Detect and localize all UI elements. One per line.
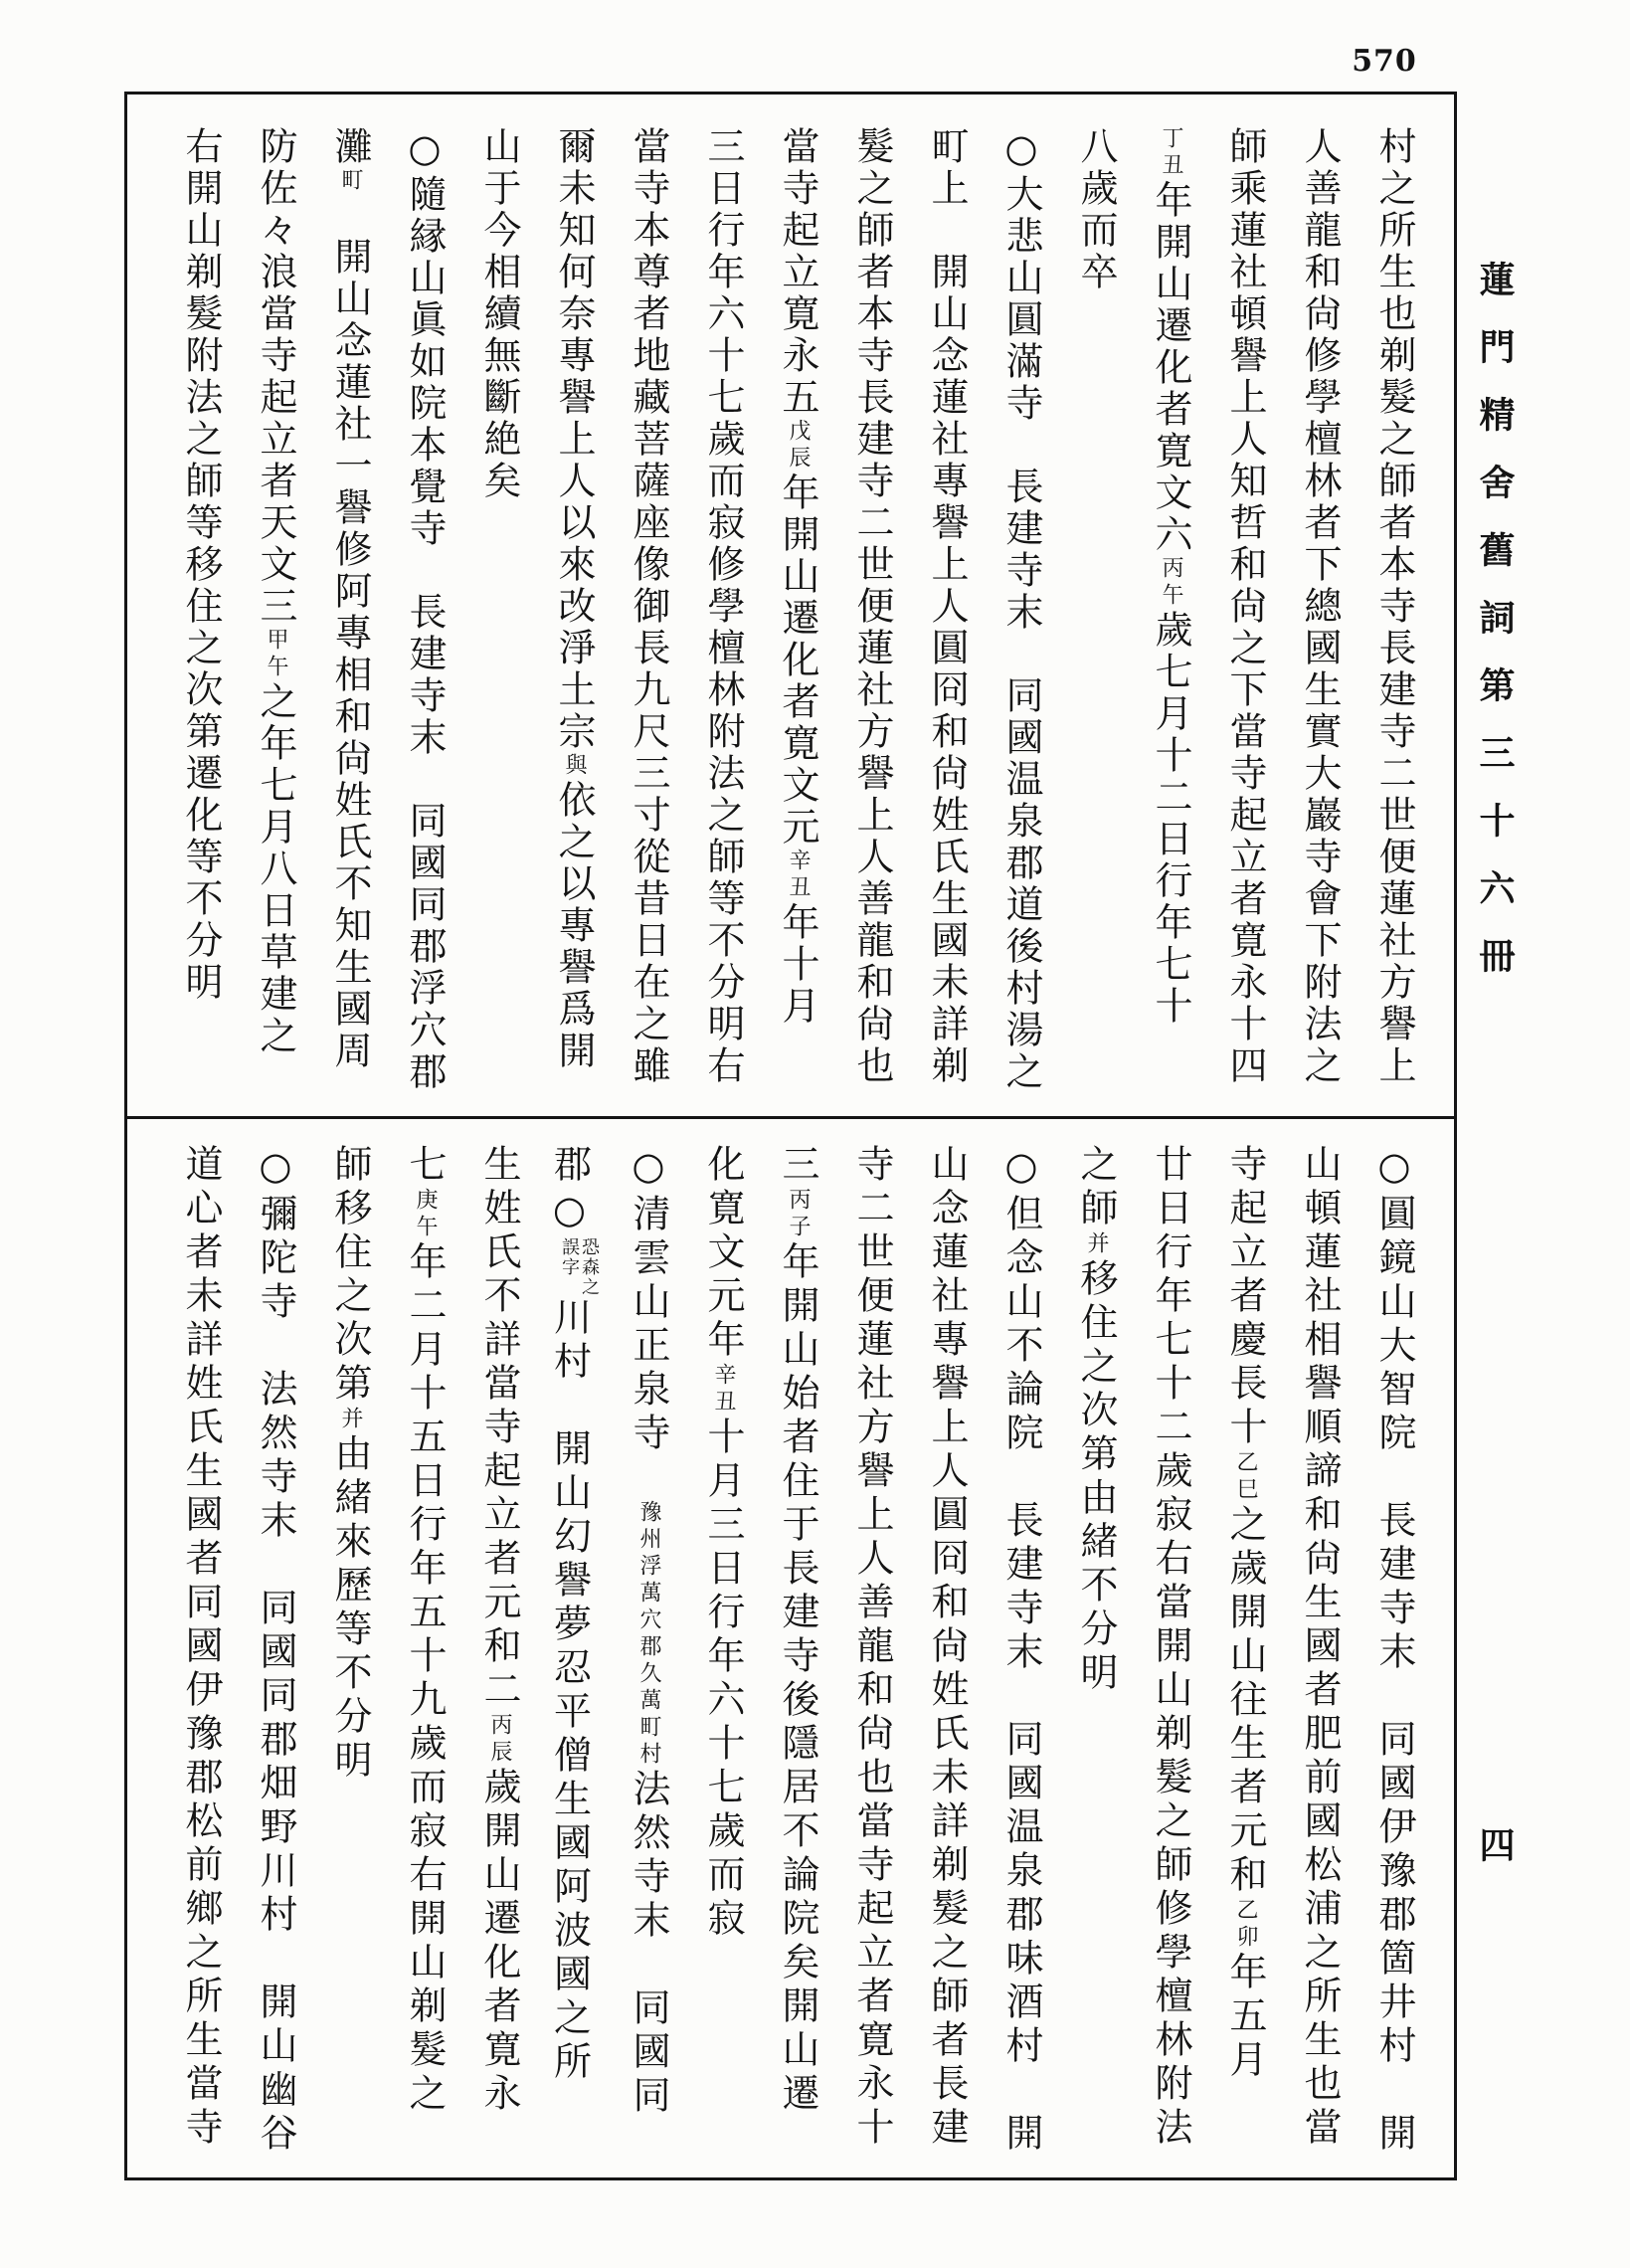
text-segment: ○彌陀寺 法然寺末 同國同郡畑野川村 開山幽谷: [254, 1144, 297, 2157]
inline-note: 甲午: [264, 628, 288, 681]
text-segment: 年開山始者住于長建寺後隱居不論院矣開山遷: [776, 1241, 819, 2117]
lower-column: [176, 1144, 226, 2151]
margin-section-mark: 四: [1474, 1826, 1516, 1862]
text-segment: 七: [403, 1144, 447, 1188]
text-segment: 人善龍和尙修學檀林者下總國生實大巖寺會下附法之: [1298, 126, 1342, 1087]
text-segment: ○大悲山圓滿寺 長建寺末 同國温泉郡道後村湯之: [999, 126, 1043, 1093]
text-segment: 三: [776, 1144, 819, 1188]
inline-note: 丙子: [786, 1188, 811, 1241]
text-segment: 生姓氏不詳當寺起立者元和二: [477, 1144, 521, 1713]
text-segment: 年二月十五日行年五十九歲而寂右開山剃髮之: [403, 1241, 447, 2117]
lower-column: [1146, 1144, 1195, 2151]
lower-column: [1369, 1144, 1419, 2157]
inline-note: 乙巳: [1233, 1450, 1258, 1504]
lower-column: [698, 1144, 748, 1942]
text-segment: 年十月: [776, 902, 819, 1028]
text-segment: 三日行年六十七歲而寂修學檀林附法之師等不分明右: [701, 126, 745, 1087]
two-line-note-line: 誤字: [559, 1237, 580, 1277]
inline-note: 乙卯: [1233, 1898, 1258, 1952]
text-segment: 之年七月八日草建之: [254, 681, 297, 1057]
text-segment: 道心者未詳姓氏生國者同國伊豫郡松前鄉之所生當寺: [179, 1144, 223, 2151]
text-segment: 年開山遷化者寛文元: [776, 472, 819, 849]
lower-column: [251, 1144, 300, 2157]
two-line-note: [559, 1237, 599, 1297]
inline-note: 庚午: [413, 1188, 438, 1241]
text-segment: ○但念山不論院 長建寺末 同國温泉郡味酒村 開: [999, 1144, 1043, 2157]
text-segment: 八歲而卒: [1074, 126, 1118, 293]
lower-column: [400, 1144, 450, 2117]
text-segment: 師乘蓮社頓譽上人知哲和尙之下當寺起立者寛永十四: [1223, 126, 1267, 1087]
running-title: 蓮門精舍舊詞第三十六冊: [1474, 261, 1516, 1005]
text-segment: 廿日行年七十二歲寂右當開山剃髮之師修學檀林附法: [1149, 1144, 1192, 2151]
text-segment: 爾未知何奈專譽上人以來改淨土宗: [552, 126, 596, 753]
text-segment: 川村 開山幻譽夢忍平僧生國阿波國之所: [547, 1297, 592, 2085]
inline-note: 町: [338, 168, 363, 195]
text-segment: 髮之師者本寺長建寺二世便蓮社方譽上人善龍和尙也: [850, 126, 894, 1087]
lower-column: [1295, 1144, 1345, 2151]
text-segment: ○清雲山正泉寺: [627, 1144, 670, 1500]
text-segment: 防佐々浪當寺起立者天文三: [254, 126, 297, 628]
text-segment: 化寛文元年: [701, 1144, 745, 1363]
text-segment: 寺二世便蓮社方譽上人善龍和尙也當寺起立者寛永十: [850, 1144, 894, 2151]
text-segment: 當寺起立寛永五: [776, 126, 819, 419]
text-segment: 歲開山遷化者寛永: [477, 1767, 521, 2117]
lower-column: [474, 1144, 524, 2117]
text-segment: 之歲開山往生者元和: [1223, 1504, 1267, 1898]
page-number: 570: [1352, 44, 1417, 79]
lower-column: [624, 1144, 673, 2119]
two-line-note-line: 恐森之: [579, 1237, 600, 1297]
text-segment: 十月三日行年六十七歲而寂: [701, 1417, 745, 1942]
text-segment: ○圓鏡山大智院 長建寺末 同國伊豫郡箇井村 開: [1372, 1144, 1416, 2157]
text-segment: 山頓蓮社相譽順諦和尙生國者肥前國松浦之所生也當: [1298, 1144, 1342, 2151]
text-segment: 由緒來歷等不分明: [328, 1433, 372, 1784]
lower-column: [996, 1144, 1046, 2157]
inline-note: 并: [1084, 1231, 1109, 1258]
text-segment: 歲七月十二日行年七十: [1149, 610, 1192, 1028]
text-segment: ○隨縁山眞如院本覺寺 長建寺末 同國同郡浮穴郡: [403, 126, 447, 1093]
text-segment: 師移住之次第: [328, 1144, 372, 1407]
text-segment: 郡○: [547, 1144, 592, 1237]
text-segment: 灘: [328, 126, 372, 168]
text-segment: 年開山遷化者寛文六: [1149, 180, 1192, 556]
lower-column: [773, 1144, 822, 2117]
lower-column: [922, 1144, 972, 2151]
inline-note: 丙辰: [487, 1713, 512, 1767]
inline-note: 戊辰: [786, 419, 811, 472]
text-segment: 山于今相續無斷絶矣: [477, 126, 521, 502]
inline-note: 豫州浮萬穴郡久萬町村: [636, 1500, 661, 1769]
text-segment: 山念蓮社專譽上人圓冏和尙姓氏未詳剃髮之師者長建: [925, 1144, 969, 2151]
text-segment: 開山念蓮社一譽修阿專相和尙姓氏不知生國周: [328, 195, 372, 1072]
text-segment: 移住之次第由緒不分明: [1074, 1258, 1118, 1696]
lower-column: [549, 1144, 599, 2085]
text-segment: 右開山剃髮附法之師等移住之次第遷化等不分明: [179, 126, 223, 1004]
lower-column: [325, 1144, 375, 1784]
lower-column: [1220, 1144, 1270, 2083]
text-segment: 之師: [1074, 1144, 1118, 1231]
inline-note: 丁丑: [1159, 126, 1183, 180]
inline-note: 辛丑: [786, 849, 811, 902]
lower-column: [1071, 1144, 1121, 1696]
text-segment: 町上 開山念蓮社專譽上人圓冏和尙姓氏生國未詳剃: [925, 126, 969, 1087]
inline-note: 并: [338, 1407, 363, 1433]
text-segment: 寺起立者慶長十: [1223, 1144, 1267, 1450]
text-segment: 當寺本尊者地藏菩薩座像御長九尺三寸從昔日在之雖: [627, 126, 670, 1087]
text-segment: 依之以專譽爲開: [552, 780, 596, 1072]
inline-note: 與: [562, 753, 587, 780]
text-segment: 年五月: [1223, 1952, 1267, 2083]
text-segment: 法然寺末 同國同: [627, 1769, 670, 2119]
lower-column: [847, 1144, 897, 2151]
inline-note: 辛丑: [711, 1363, 736, 1417]
inline-note: 丙午: [1159, 556, 1183, 610]
text-segment: 村之所生也剃髮之師者本寺長建寺二世便蓮社方譽上: [1372, 126, 1416, 1087]
